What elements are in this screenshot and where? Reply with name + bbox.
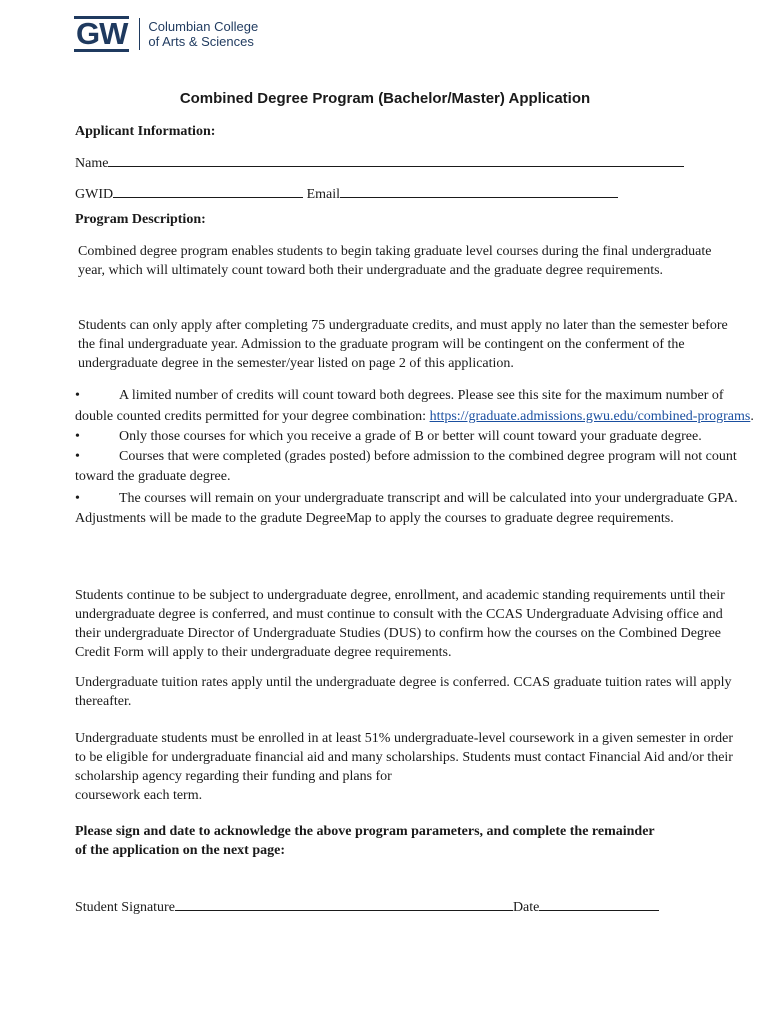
program-heading: Program Description: [75,212,206,227]
tuition-paragraph: Undergraduate tuition rates apply until the undergraduate degree is conferred. CCAS graduate tuition rates will apply thereafter. [75,675,732,709]
bullet-prior-courses-text: Courses that were completed (grades posted) before admission to the combined degree program will not count toward the graduate degree. [75,449,737,484]
college-name [148,19,258,49]
email-field[interactable] [340,183,618,198]
date-field[interactable] [539,896,659,911]
gwid-email-row [75,183,618,204]
financial-aid-paragraph [75,729,747,805]
bullet-icon: • [75,388,80,403]
bullet-transcript-text: The courses will remain on your undergraduate transcript and will be calculated into your undergraduate GPA. Adjustments will be made to the gradute DegreeMap to apply the courses to graduate degree requirements. [75,491,738,526]
gw-logo-mark: GW [76,16,128,51]
logo-divider [139,18,140,50]
bullet-icon: • [75,449,80,464]
page-title: Combined Degree Program (Bachelor/Master) Application [179,90,591,107]
signature-row [75,896,659,917]
bullet-credits-text: A limited number of credits will count toward both degrees. Please see this site for the maximum number of double counted credits permitted for your degree combination: [75,388,724,424]
acknowledgement-line-1: Please sign and date to acknowledge the above program parameters, and complete the remainder [75,824,655,839]
signature-field[interactable] [175,896,513,911]
bullet-grade-text: Only those courses for which you receive a grade of B or better will count toward your graduate degree. [119,429,702,444]
standing-paragraph: Students continue to be subject to undergraduate degree, enrollment, and academic standing requirements until their undergraduate degree is conferred, and must continue to consult with the CCAS Undergraduate Advising office and their undergraduate Director of Undergraduate Studies (DUS) to confirm how the courses on the Combined Degree Credit Form will apply to their undergraduate degree requirements. [75,588,725,660]
name-row [75,152,684,173]
email-label: Email [306,187,341,202]
acknowledgement-line-2: of the application on the next page: [75,843,285,858]
bullet-item-transcript [75,489,755,529]
combined-programs-link[interactable]: https://graduate.admissions.gwu.edu/combined-programs [429,409,751,424]
bullet-credits-end: . [750,409,754,424]
gwid-label: GWID [75,187,114,202]
signature-label: Student Signature [75,900,175,915]
college-logo [74,16,258,52]
bullet-icon: • [75,491,80,506]
bullet-item-prior-courses [75,447,755,487]
name-label: Name [75,156,109,171]
date-label: Date [512,900,540,915]
acknowledgement [75,822,755,860]
bullet-item-credits [75,385,755,427]
program-paragraph-1: Combined degree program enables students to begin taking graduate level courses during the final undergraduate year, which will ultimately count toward both their undergraduate and the graduate degree requirements. [78,244,712,278]
college-name-line2: of Arts & Sciences [148,34,254,49]
program-paragraph-2: Students can only apply after completing 75 undergraduate credits, and must apply no later than the semester before the final undergraduate year. Admission to the graduate program will be contingent on the conferment of the undergraduate degree in the semester/year listed on page 2 of this application. [78,318,728,371]
bullet-icon: • [75,429,80,444]
name-field[interactable] [108,152,684,167]
bullet-list [75,385,755,529]
gwid-field[interactable] [113,183,303,198]
financial-aid-text-end: coursework each term. [75,788,203,803]
applicant-heading: Applicant Information: [75,124,216,139]
financial-aid-text: Undergraduate students must be enrolled in at least 51% undergraduate-level coursework in a given semester in order to be eligible for undergraduate financial aid and many scholarships. Students must contact Financial Aid and/or their scholarship agency regarding their funding and plans for [75,731,734,784]
college-name-line1: Columbian College [148,19,259,34]
bullet-item-grade [75,427,755,447]
